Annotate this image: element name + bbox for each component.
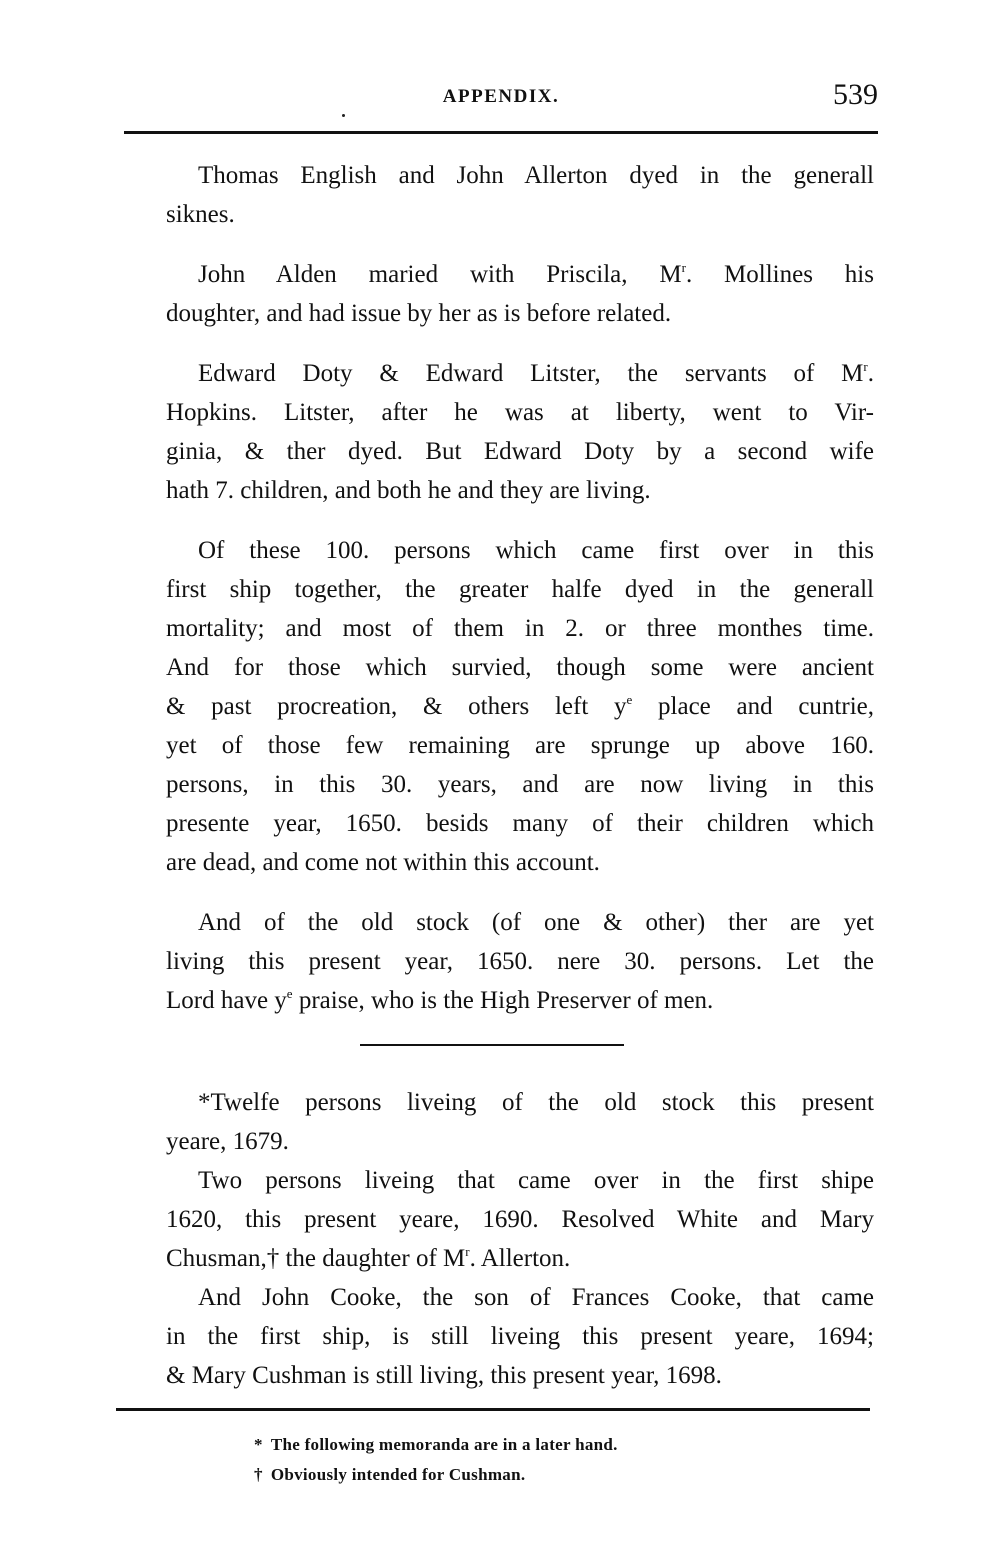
superscript-abbrev: r: [863, 359, 868, 374]
print-speck: [342, 114, 345, 117]
text-line: [166, 981, 874, 1020]
main-text: [166, 156, 874, 1020]
text-line: & Mary Cushman is still living, this present year, 1698.: [166, 1362, 722, 1389]
text-line: [166, 255, 874, 294]
main-paragraph: [166, 531, 874, 882]
page-number: 539: [833, 78, 878, 111]
text-line: hath 7. children, and both he and they are living.: [166, 477, 651, 504]
text-line: siknes.: [166, 201, 235, 228]
running-head: [124, 78, 878, 118]
memorandum-paragraph: [166, 1278, 874, 1395]
section-divider-rule: [360, 1044, 624, 1046]
text-segment: .: [867, 360, 874, 387]
text-line: first ship together, the greater halfe dyed in the generall: [166, 576, 874, 603]
text-line: Of these 100. persons which came first over in this: [198, 537, 874, 564]
running-title: APPENDIX.: [442, 86, 560, 107]
superscript-abbrev: e: [286, 986, 293, 1001]
text-line: Two persons liveing that came over in the first shipe: [198, 1167, 874, 1194]
text-line: Hopkins. Litster, after he was at liberty, went to Vir-: [166, 399, 874, 426]
text-line: 1620, this present yeare, 1690. Resolved White and Mary: [166, 1206, 874, 1233]
text-line: And John Cooke, the son of Frances Cooke, that came: [198, 1284, 874, 1311]
text-segment: & past procreation, & others left y: [166, 693, 627, 720]
text-segment: Chusman,† the daughter of M: [166, 1245, 466, 1272]
main-paragraph: [166, 354, 874, 510]
footnote-mark: *: [254, 1435, 263, 1454]
superscript-abbrev: r: [465, 1244, 470, 1259]
text-line: ginia, & ther dyed. But Edward Doty by a second wife: [166, 438, 874, 465]
text-line: [166, 1239, 874, 1278]
text-line: [166, 687, 874, 726]
footnote-text: Obviously intended for Cushman.: [270, 1465, 526, 1484]
text-segment: . Allerton.: [469, 1245, 571, 1272]
text-line: *Twelfe persons liveing of the old stock this present: [198, 1089, 874, 1116]
text-line: persons, in this 30. years, and are now living in this: [166, 771, 874, 798]
text-segment: place and cuntrie,: [632, 693, 874, 720]
memorandum-paragraph: [166, 1161, 874, 1278]
text-line: doughter, and had issue by her as is before related.: [166, 300, 672, 327]
text-line: [166, 354, 874, 393]
header-rule: [124, 131, 878, 134]
superscript-abbrev: r: [681, 260, 686, 275]
text-line: living this present year, 1650. nere 30. persons. Let the: [166, 948, 874, 975]
footnote-text: The following memoranda are in a later hand.: [270, 1435, 618, 1454]
text-line: are dead, and come not within this account.: [166, 849, 600, 876]
text-segment: Lord have y: [166, 987, 287, 1014]
main-paragraph: [166, 156, 874, 234]
later-hand-memoranda: [166, 1083, 874, 1395]
text-segment: John Alden maried with Priscila, M: [198, 261, 682, 288]
footnote-mark: †: [254, 1465, 263, 1484]
memorandum-paragraph: [166, 1083, 874, 1161]
text-line: And of the old stock (of one & other) ther are yet: [198, 909, 874, 936]
footnote-rule: [116, 1408, 870, 1411]
text-segment: . Mollines his: [685, 261, 874, 288]
text-line: yeare, 1679.: [166, 1128, 289, 1155]
footnote: [254, 1430, 618, 1460]
footnote: [254, 1460, 618, 1490]
footnotes: [254, 1430, 618, 1490]
text-line: in the first ship, is still liveing this present yeare, 1694;: [166, 1323, 874, 1350]
text-segment: Edward Doty & Edward Litster, the servants of M: [198, 360, 864, 387]
text-line: And for those which survied, though some were ancient: [166, 654, 874, 681]
text-line: Thomas English and John Allerton dyed in the generall: [198, 162, 874, 189]
text-line: yet of those few remaining are sprunge up above 160.: [166, 732, 874, 759]
text-line: presente year, 1650. besids many of their children which: [166, 810, 874, 837]
main-paragraph: [166, 903, 874, 1020]
superscript-abbrev: e: [626, 692, 633, 707]
main-paragraph: [166, 255, 874, 333]
text-segment: praise, who is the High Preserver of men.: [292, 987, 714, 1014]
text-line: mortality; and most of them in 2. or three monthes time.: [166, 615, 874, 642]
